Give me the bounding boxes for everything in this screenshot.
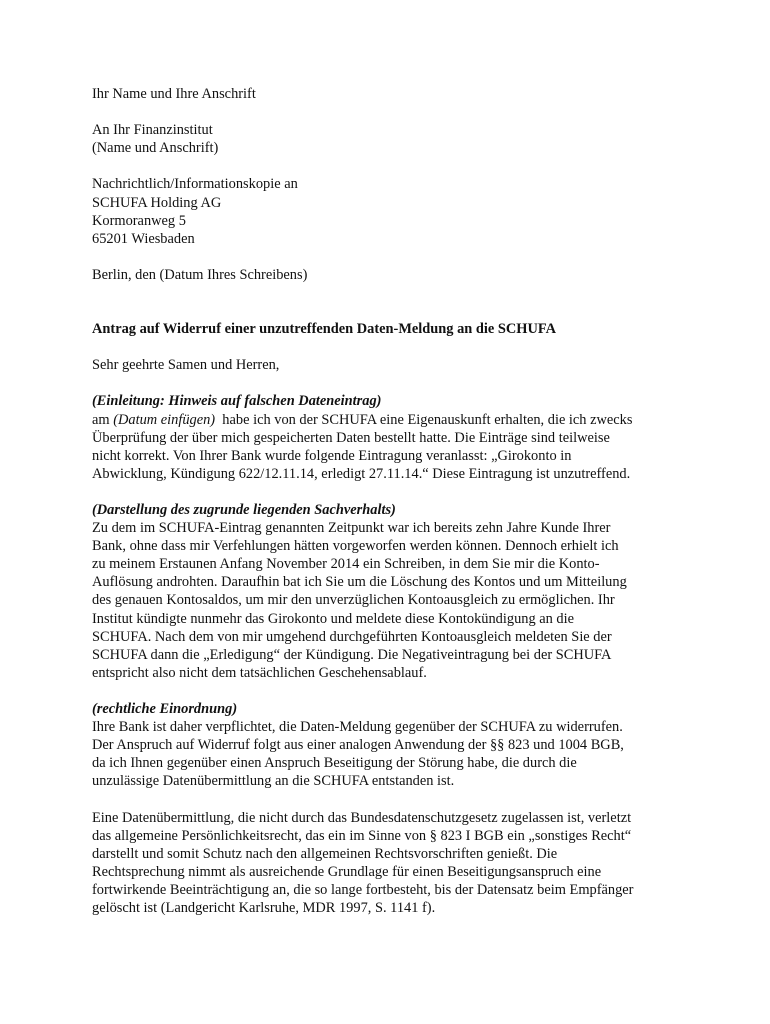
paragraph-line: unzulässige Datenübermittlung an die SCHUFA entstanden ist. [92, 773, 455, 790]
paragraph-line: SCHUFA dann die „Erledigung“ der Kündigung. Die Negativeintragung bei der SCHUFA [92, 646, 612, 663]
paragraph-line: Bank, ohne dass mir Verfehlungen hätten vorgeworfen werden können. Dennoch erhielt ich [92, 538, 619, 555]
copy-to-line: SCHUFA Holding AG [92, 194, 222, 211]
subject-line: Antrag auf Widerruf einer unzutreffenden Daten-Meldung an die SCHUFA [92, 321, 556, 338]
copy-to-line: Kormoranweg 5 [92, 212, 186, 229]
copy-to-line: Nachrichtlich/Informationskopie an [92, 176, 298, 193]
copy-to-line: 65201 Wiesbaden [92, 230, 195, 247]
recipient-line: (Name und Anschrift) [92, 140, 219, 157]
paragraph-line: da ich Ihnen gegenüber einen Anspruch Beseitigung der Störung habe, die durch die [92, 755, 577, 772]
date-placeholder: (Datum einfügen) [113, 411, 216, 428]
paragraph-line: Auflösung androhten. Daraufhin bat ich Sie um die Löschung des Kontos und um Mitteilung [92, 574, 627, 591]
recipient-line: An Ihr Finanzinstitut [92, 122, 213, 139]
section-introduction [92, 392, 692, 482]
paragraph-line: Abwicklung, Kündigung 622/12.11.14, erledigt 27.11.14.“ Diese Eintragung ist unzutreffend. [92, 465, 631, 482]
paragraph-line: zu meinem Erstaunen Anfang November 2014 ein Schreiben, in dem Sie mir die Konto- [92, 556, 600, 573]
paragraph-line: das allgemeine Persönlichkeitsrecht, das ein im Sinne von § 823 I BGB ein „sonstiges Recht“ [92, 827, 632, 844]
paragraph-line: nicht korrekt. Von Ihrer Bank wurde folgende Eintragung veranlasst: „Girokonto in [92, 447, 572, 464]
salutation: Sehr geehrte Samen und Herren, [92, 357, 280, 374]
paragraph-line: darstellt und somit Schutz nach den allgemeinen Rechtsvorschriften genießt. Die [92, 845, 558, 862]
paragraph-line: Rechtsprechung nimmt als ausreichende Grundlage für einen Beseitigungsanspruch eine [92, 863, 602, 880]
paragraph-line: fortwirkende Beeinträchtigung an, die so lange fortbesteht, bis der Datensatz beim Empfänger [92, 881, 634, 898]
sender-address: Ihr Name und Ihre Anschrift [92, 86, 256, 102]
section-legal [92, 700, 692, 790]
paragraph-line: SCHUFA. Nach dem von mir umgehend durchgeführten Kontoausgleich meldeten Sie der [92, 628, 612, 645]
section-heading: (rechtliche Einordnung) [92, 701, 238, 717]
paragraph-line: Institut kündigte nunmehr das Girokonto und meldete diese Kontokündigung an die [92, 610, 575, 627]
line-prefix: am [92, 411, 114, 428]
section-heading: (Einleitung: Hinweis auf falschen Dateneintrag) [92, 393, 382, 410]
section-facts [92, 501, 692, 682]
paragraph-line: Ihre Bank ist daher verpflichtet, die Daten-Meldung gegenüber der SCHUFA zu widerrufen. [92, 719, 623, 736]
line-rest: habe ich von der SCHUFA eine Eigenauskunft erhalten, die ich zwecks [215, 411, 633, 428]
paragraph-line: des genauen Kontosaldos, um mir den unverzüglichen Kontoausgleich zu ermöglichen. Ihr [92, 592, 615, 609]
paragraph-line: gelöscht ist (Landgericht Karlsruhe, MDR 1997, S. 1141 f). [92, 900, 436, 917]
paragraph-line: Der Anspruch auf Widerruf folgt aus einer analogen Anwendung der §§ 823 und 1004 BGB, [92, 737, 624, 754]
paragraph-line [92, 411, 692, 429]
letter-body [92, 85, 692, 917]
place-date: Berlin, den (Datum Ihres Schreibens) [92, 266, 308, 283]
paragraph-privacy [92, 809, 692, 918]
section-heading: (Darstellung des zugrunde liegenden Sachverhalts) [92, 501, 396, 518]
paragraph-line: Zu dem im SCHUFA-Eintrag genannten Zeitpunkt war ich bereits zehn Jahre Kunde Ihrer [92, 520, 611, 537]
paragraph-line: entspricht also nicht dem tatsächlichen Geschehensablauf. [92, 664, 427, 681]
recipient-block [92, 121, 692, 157]
paragraph-line: Überprüfung der über mich gespeicherten Daten bestellt hatte. Die Einträge sind teilweise [92, 429, 610, 446]
copy-to-block [92, 175, 692, 247]
paragraph-line: Eine Datenübermittlung, die nicht durch das Bundesdatenschutzgesetz zugelassen ist, verletzt [92, 809, 632, 826]
